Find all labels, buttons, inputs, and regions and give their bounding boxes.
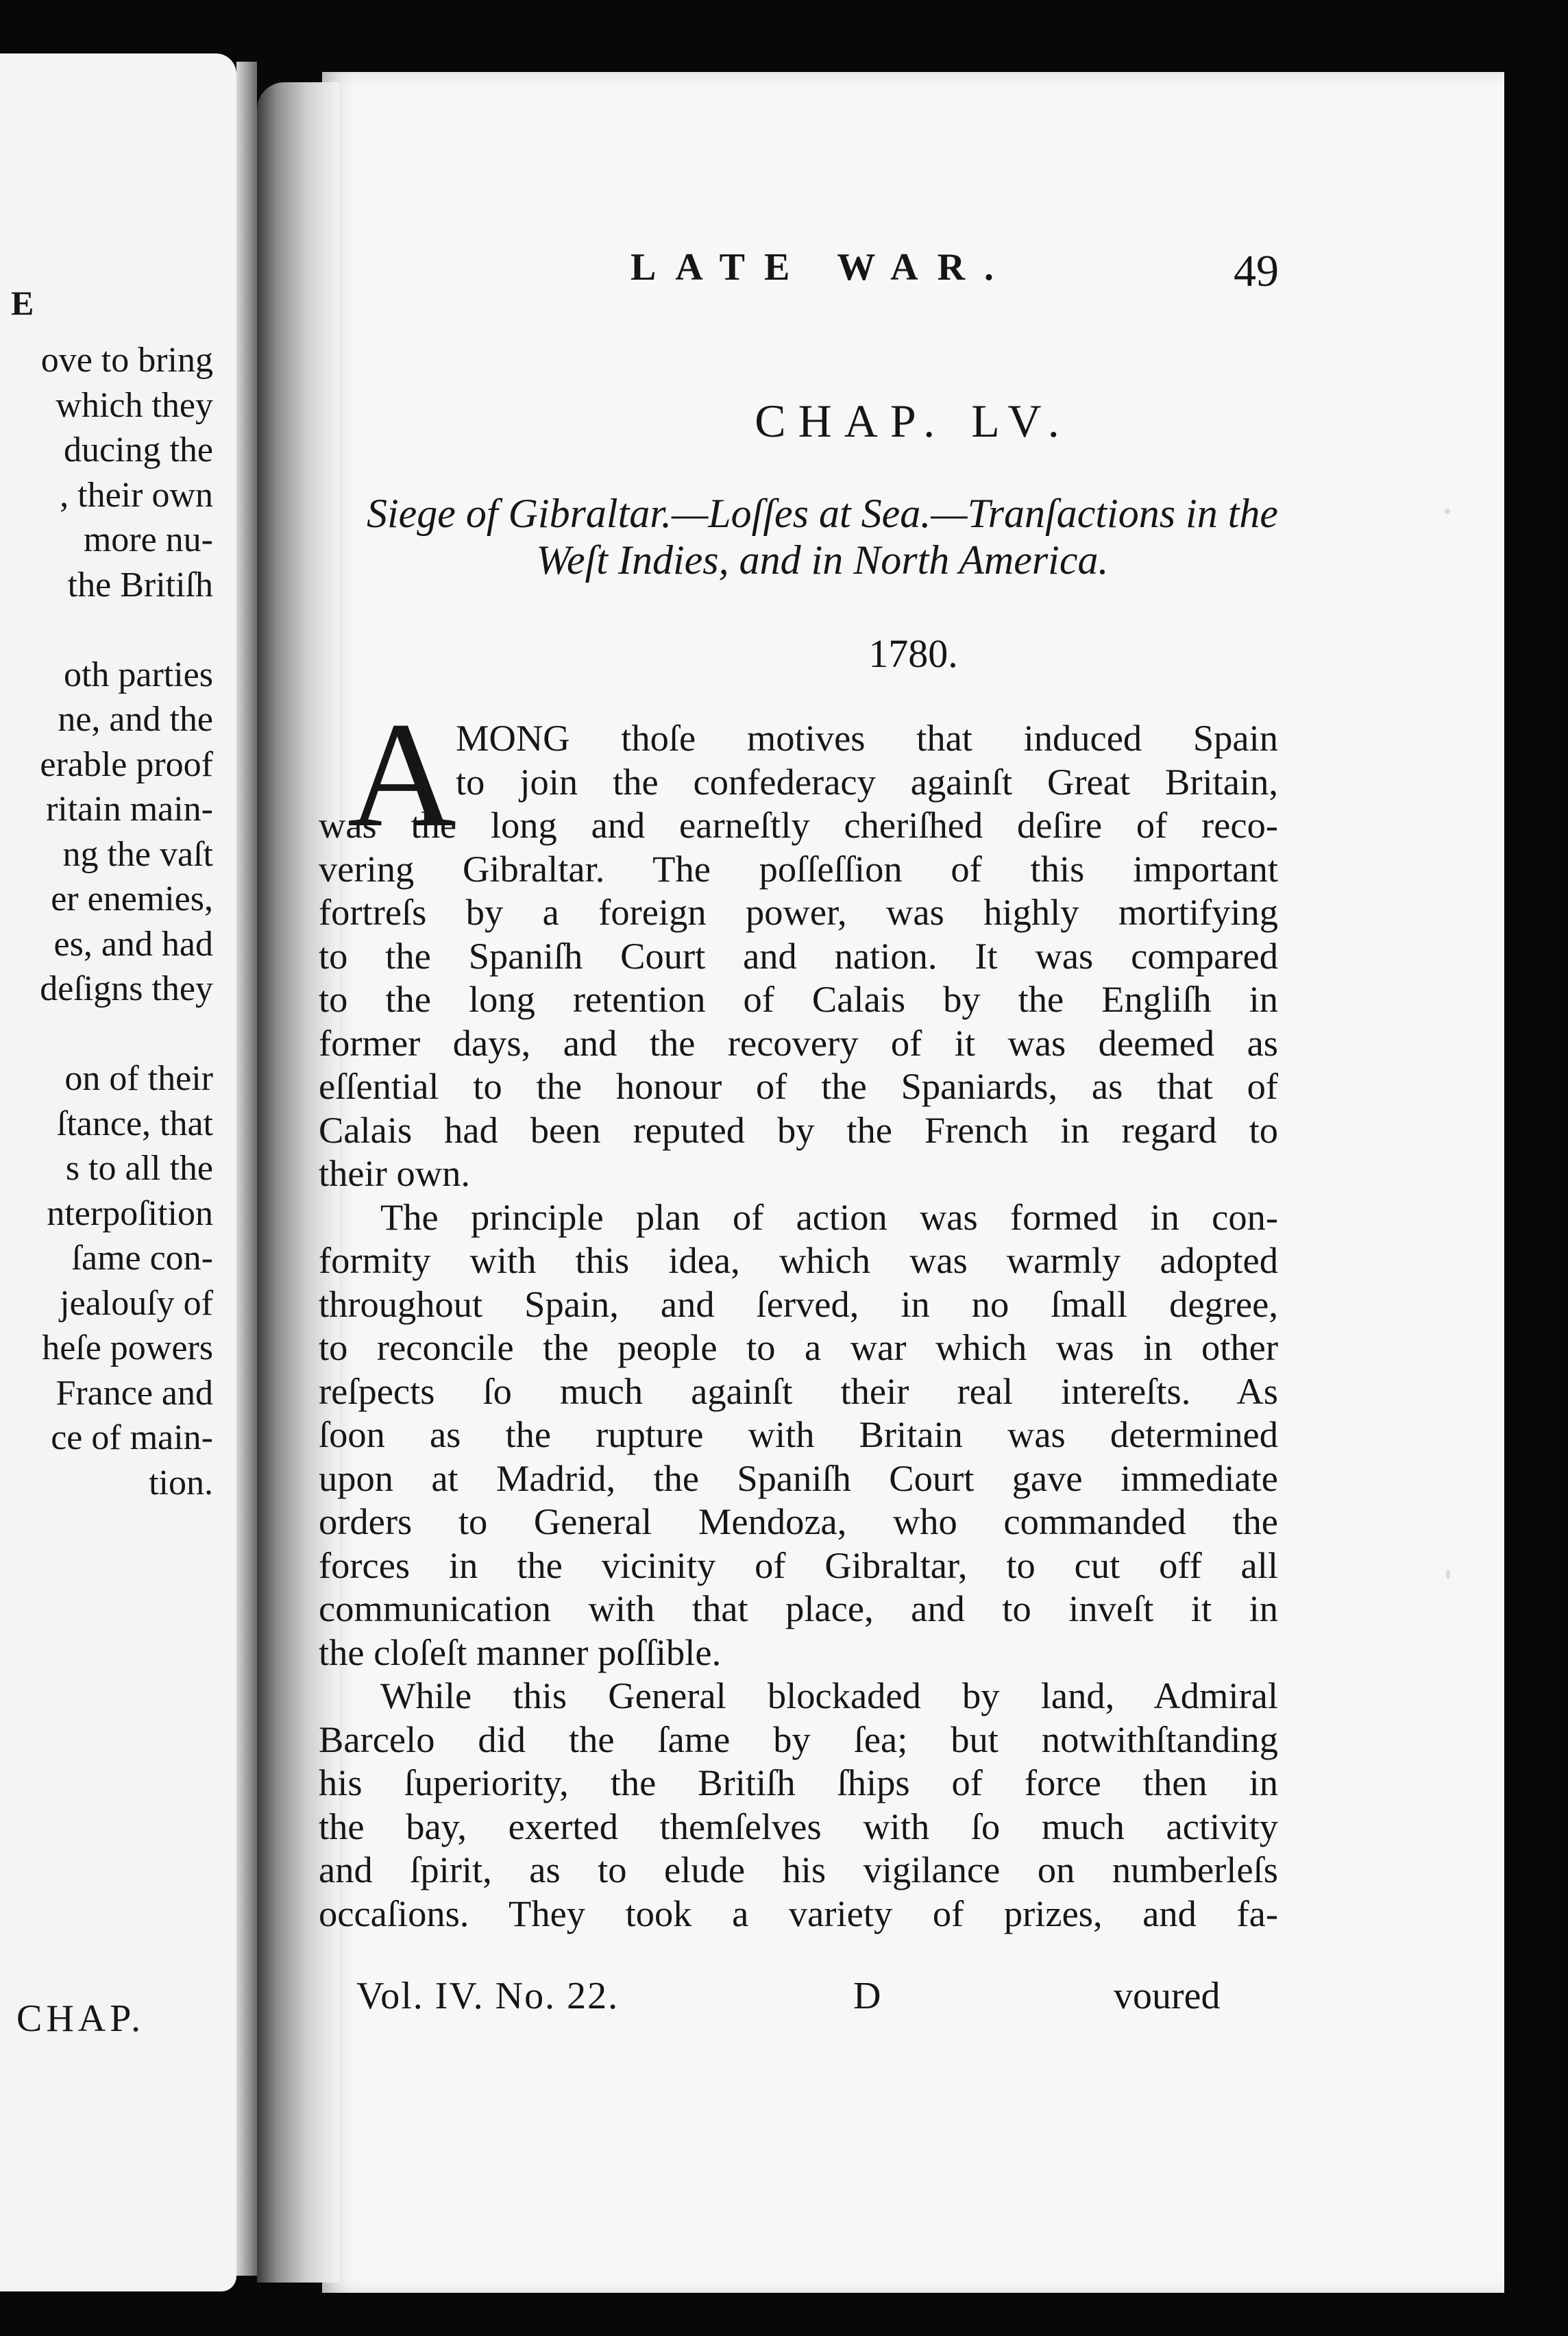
body-line: vering Gibraltar. The poſſeſſion of this important	[319, 847, 1278, 890]
body-line: Barcelo did the ſame by ſea; but notwithſtanding	[319, 1718, 1278, 1760]
drop-cap: A	[347, 691, 456, 858]
body-line: ſoon as the rupture with Britain was determined	[319, 1413, 1278, 1455]
left-line: ove to bring	[40, 341, 213, 380]
body-line: the bay, exerted themſelves with ſo much activity	[319, 1805, 1278, 1847]
body-line: to the Spaniſh Court and nation. It was compared	[319, 934, 1278, 977]
body-line: to reconcile the people to a war which was in other	[319, 1326, 1278, 1368]
body-line: formity with this idea, which was warmly adopted	[319, 1239, 1278, 1281]
footer-volume: Vol. IV. No. 22.	[356, 1975, 620, 2017]
left-line: deſigns they	[40, 969, 213, 1008]
body-text	[319, 716, 1278, 1935]
left-page-edge-shadow	[236, 62, 257, 2276]
left-line: France and	[56, 1373, 213, 1413]
left-line-gap	[0, 1012, 213, 1057]
left-line: jealouſy of	[60, 1283, 213, 1323]
body-line: Calais had been reputed by the French in regard to	[319, 1108, 1278, 1151]
footer-signature-mark: D	[853, 1975, 881, 2017]
body-line: was the long and earneſtly cheriſhed deſire of reco-	[319, 804, 1278, 846]
body-line: reſpects ſo much againſt their real intereſts. As	[319, 1370, 1278, 1412]
left-page-catchword: CHAP.	[16, 1997, 145, 2040]
page-number: 49	[1234, 246, 1279, 296]
left-line: oth parties	[63, 655, 213, 694]
left-line: heſe powers	[42, 1328, 213, 1367]
chapter-title: CHAP. LV.	[755, 395, 1072, 447]
left-line: , their own	[60, 475, 213, 515]
body-line: MONG thoſe motives that induced Spain	[456, 717, 1278, 759]
left-line: s to all the	[65, 1149, 213, 1188]
left-line: ng the vaſt	[62, 834, 213, 874]
left-line: ne, and the	[58, 700, 213, 739]
chapter-summary-line: Siege of Gibraltar.—Loſſes at Sea.—Tranſactions in the	[366, 491, 1279, 536]
chapter-summary-line: Weſt Indies, and in North America.	[536, 537, 1109, 583]
left-page-header: E	[11, 284, 34, 322]
running-head: LATE WAR.	[630, 246, 1014, 289]
body-line: and ſpirit, as to elude his vigilance on numberleſs	[319, 1849, 1278, 1890]
body-line: throughout Spain, and ſerved, in no ſmall degree,	[319, 1282, 1278, 1325]
body-line: to the long retention of Calais by the Engliſh in	[319, 978, 1278, 1020]
left-line: ſtance, that	[56, 1104, 213, 1143]
left-page-text	[0, 338, 213, 1505]
left-line: er enemies,	[51, 879, 213, 918]
left-line: the Britiſh	[67, 565, 213, 605]
chapter-summary	[356, 490, 1288, 583]
body-line: former days, and the recovery of it was deemed as	[319, 1021, 1278, 1064]
body-line: forces in the vicinity of Gibraltar, to cut off all	[319, 1544, 1278, 1586]
left-line: ce of main-	[51, 1418, 213, 1457]
body-line: his ſuperiority, the Britiſh ſhips of force then in	[319, 1762, 1278, 1803]
footer-catchword: voured	[1114, 1975, 1221, 2017]
body-line: their own.	[319, 1152, 470, 1194]
body-line: While this General blockaded by land, Admiral	[380, 1675, 1278, 1716]
left-line: more nu-	[83, 520, 213, 559]
left-line: ducing the	[63, 430, 213, 470]
paper-speck	[1446, 1570, 1450, 1579]
left-line: on of their	[64, 1059, 213, 1098]
left-line-gap	[0, 607, 213, 653]
left-line: which they	[56, 385, 213, 425]
left-line: ſame con-	[71, 1239, 213, 1278]
paper-speck	[1445, 509, 1450, 514]
left-line: erable proof	[40, 744, 213, 784]
left-page	[0, 53, 236, 2291]
year-heading: 1780.	[868, 631, 958, 676]
body-line: The principle plan of action was formed in con-	[380, 1195, 1278, 1238]
body-line: fortreſs by a foreign power, was highly mortifying	[319, 891, 1278, 933]
body-line: eſſential to the honour of the Spaniards, as that of	[319, 1065, 1278, 1107]
left-line: nterpoſition	[47, 1193, 213, 1233]
body-line: the cloſeſt manner poſſible.	[319, 1631, 722, 1673]
body-line: occaſions. They took a variety of prizes, and fa-	[319, 1892, 1278, 1934]
body-line: orders to General Mendoza, who commanded the	[319, 1500, 1278, 1542]
left-line: tion.	[149, 1463, 213, 1502]
left-line: ritain main-	[45, 790, 213, 829]
body-line: upon at Madrid, the Spaniſh Court gave immediate	[319, 1457, 1278, 1499]
body-line: to join the confederacy againſt Great Britain,	[456, 760, 1278, 803]
left-line: es, and had	[53, 924, 213, 964]
body-line: communication with that place, and to inveſt it in	[319, 1587, 1278, 1629]
